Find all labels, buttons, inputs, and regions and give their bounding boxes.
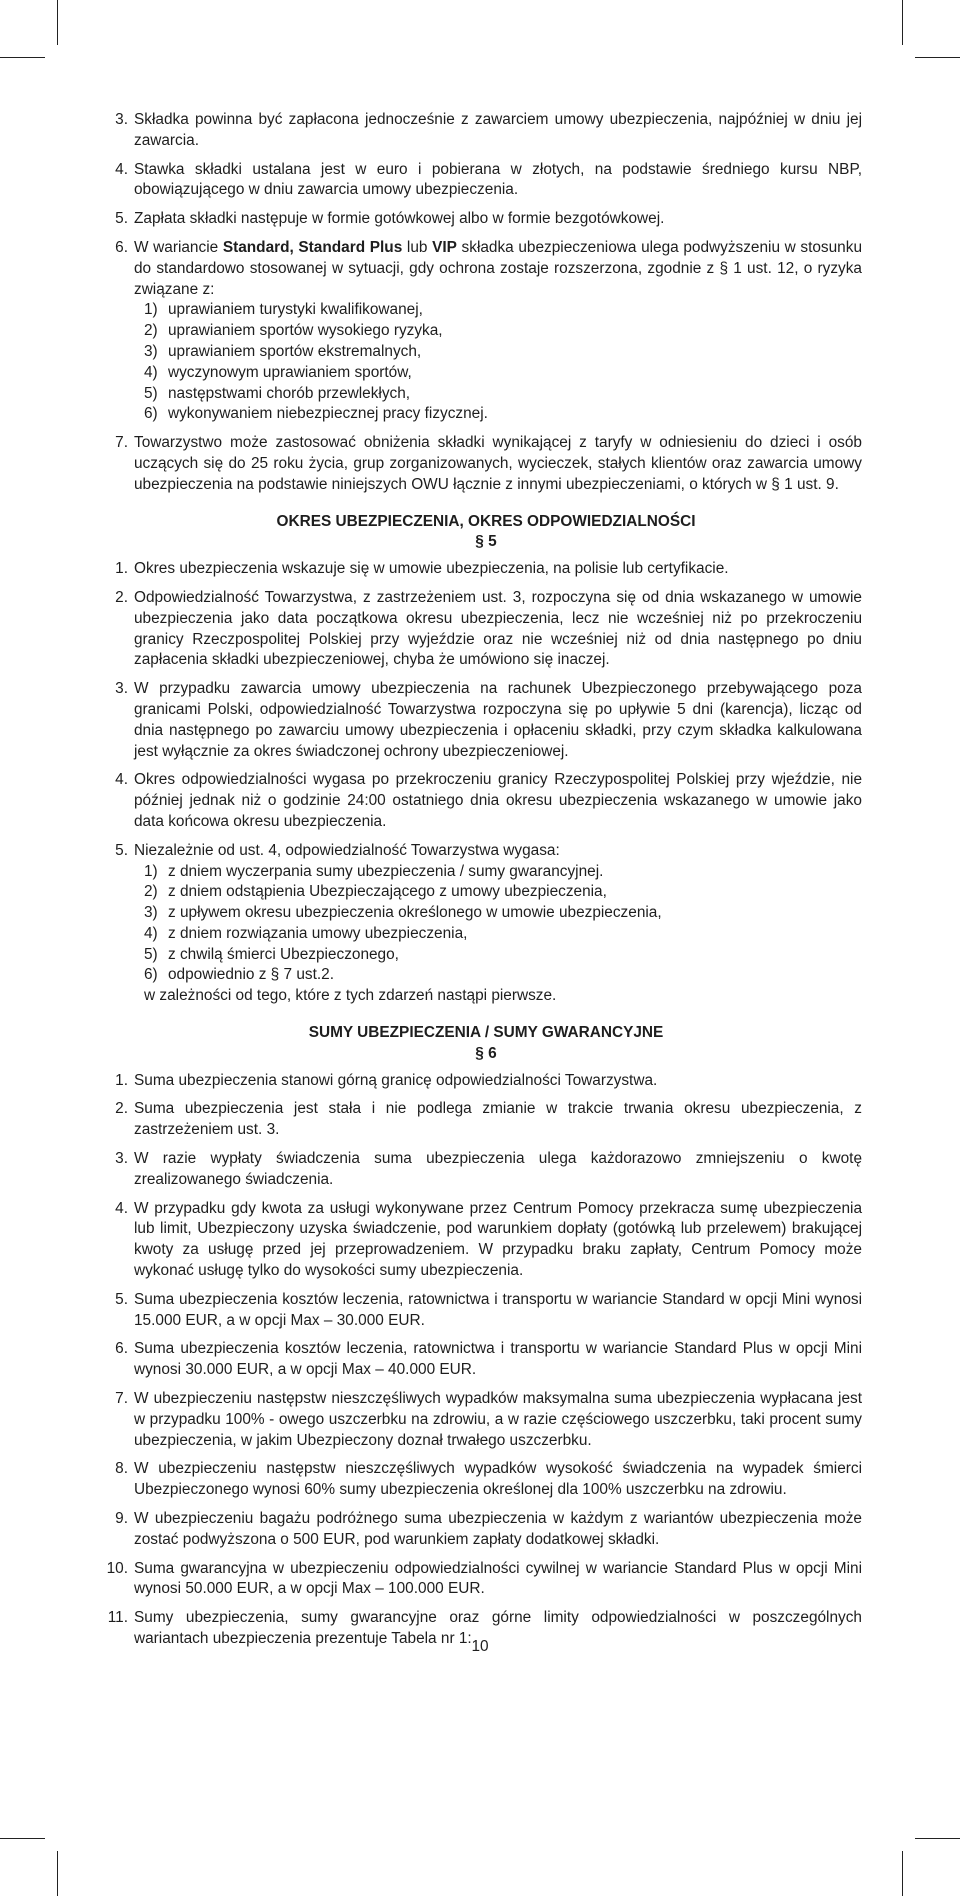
document-body	[106, 110, 863, 1658]
sub-item-number: 3)	[144, 904, 158, 922]
item-number: 4.	[115, 160, 128, 178]
item-number: 8.	[115, 1460, 128, 1478]
item-number: 6.	[115, 1340, 128, 1358]
list-item	[110, 433, 862, 495]
sub-item-text: uprawianiem turystyki kwalifikowanej,	[168, 301, 423, 319]
page-number: 10	[471, 1638, 489, 1655]
list-item	[110, 770, 862, 832]
list-item	[110, 1389, 862, 1451]
item-number: 2.	[115, 588, 128, 606]
item-text: Suma ubezpieczenia kosztów leczenia, ratownictwa i transportu w wariancie Standard Plus w opcji Mini wynosi 30.000 EUR, a w opcji Max – 40.000 EUR.	[134, 1340, 862, 1379]
sub-list-item	[144, 321, 862, 342]
sub-list-item	[144, 965, 862, 986]
item-number: 1.	[115, 560, 128, 578]
crop-mark	[915, 1838, 960, 1839]
crop-mark	[0, 57, 45, 58]
sub-item-number: 6)	[144, 966, 158, 984]
item-number: 5.	[115, 841, 128, 859]
item-number: 3.	[115, 1150, 128, 1168]
sub-item-number: 5)	[144, 945, 158, 963]
item-tail-text: w zależności od tego, które z tych zdarzeń nastąpi pierwsze.	[144, 987, 557, 1005]
list-item	[110, 559, 862, 580]
item-text: Suma ubezpieczenia jest stała i nie podlega zmianie w trakcie trwania okresu ubezpieczenia, z zastrzeżeniem ust. 3.	[134, 1100, 862, 1139]
sub-item-text: z upływem okresu ubezpieczenia określonego w umowie ubezpieczenia,	[168, 904, 662, 922]
crop-mark	[902, 0, 903, 45]
item-text: W ubezpieczeniu bagażu podróżnego suma ubezpieczenia w każdym z wariantów ubezpieczenia może zostać podwyższona o 500 EUR, pod warunkiem zapłaty dodatkowej składki.	[134, 1510, 862, 1548]
crop-mark	[57, 0, 58, 45]
item-text	[134, 239, 862, 298]
sub-item-number: 2)	[144, 883, 158, 901]
sub-item-number: 1)	[144, 301, 158, 319]
item-number: 1.	[115, 1071, 128, 1089]
item-text: W razie wypłaty świadczenia suma ubezpieczenia ulega każdorazowo zmniejszeniu o kwotę zrealizowanego świadczenia.	[134, 1150, 862, 1188]
section-heading: SUMY UBEZPIECZENIA / SUMY GWARANCYJNE	[308, 1024, 664, 1042]
item-number: 10.	[106, 1559, 128, 1577]
list-item	[110, 1459, 862, 1501]
item-text: Okres ubezpieczenia wskazuje się w umowie ubezpieczenia, na polisie lub certyfikacie.	[134, 560, 729, 578]
paragraph-sign: § 5	[475, 533, 497, 551]
item-number: 3.	[115, 111, 128, 128]
sub-list-item	[144, 300, 862, 321]
item-text: Suma ubezpieczenia kosztów leczenia, ratownictwa i transportu w wariancie Standard w opcji Mini wynosi 15.000 EUR, a w opcji Max – 30.000 EUR.	[134, 1290, 862, 1329]
sub-list	[134, 862, 862, 987]
list-item	[110, 110, 862, 152]
item-number: 2.	[115, 1100, 128, 1118]
sub-item-number: 1)	[144, 862, 158, 880]
item-text: Zapłata składki następuje w formie gotówkowej albo w formie bezgotówkowej.	[134, 210, 665, 228]
sub-item-text: uprawianiem sportów ekstremalnych,	[168, 342, 422, 360]
sub-list-item	[144, 342, 862, 363]
item-text: W przypadku zawarcia umowy ubezpieczenia na rachunek Ubezpieczonego przebywającego poza granicami Polski, odpowiedzialność Towarzystwa rozpoczyna się po upływie 5 dni (karencja), licząc od dnia następnego po zawarciu umowy ubezpieczenia i opłaceniu składki, przy czym składka kalkulowana jest wyłącznie za okres świadczonej ochrony ubezpieczeniowej.	[134, 680, 862, 760]
sub-item-number: 2)	[144, 322, 158, 340]
item-text: W ubezpieczeniu następstw nieszczęśliwych wypadków maksymalna suma ubezpieczenia wypłacana jest w przypadku 100% - owego uszczerbku na zdrowiu, a w razie częściowego uszczerbku, taki procent sumy ubezpieczenia, w jakim Ubezpieczony doznał trwałego uszczerbku.	[134, 1390, 862, 1449]
sub-item-text: uprawianiem sportów wysokiego ryzyka,	[168, 322, 443, 340]
sub-item-number: 3)	[144, 342, 158, 360]
item-text: Okres odpowiedzialności wygasa po przekroczeniu granicy Rzeczypospolitej Polskiej przy wjeździe, nie później jednak niż o godzinie 24:00 ostatniego dnia okresu ubezpieczenia wskazanego w umowie jako data końcowa okresu ubezpieczenia.	[134, 771, 862, 830]
sub-list-item	[144, 903, 862, 924]
item-text: W przypadku gdy kwota za usługi wykonywane przez Centrum Pomocy przekracza sumę ubezpieczenia lub limit, Ubezpieczony uzyska świadczenie, pod warunkiem dopłaty (gotówką lub przelewem) brakującej kwoty za usługę przed jej przeprowadzeniem. W przypadku braku zapłaty, Centrum Pomocy może wykonać usługę tylko do wysokości sumy ubezpieczenia.	[134, 1199, 862, 1280]
item-text-rest: składka ubezpieczeniowa ulega podwyższeniu w stosunku do standardowo stosowanej w sytuacji, gdy ochrona zostaje rozszerzona, zgodnie z § 1 ust. 12, o ryzyka związane z:	[134, 238, 863, 298]
crop-mark	[902, 1851, 903, 1896]
sub-item-number: 6)	[144, 405, 158, 423]
item-text: Składka powinna być zapłacona jednocześnie z zawarciem umowy ubezpieczenia, najpóźniej w dniu jej zawarcia.	[134, 111, 862, 149]
item-number: 3.	[115, 680, 128, 698]
sub-item-text: z dniem wyczerpania sumy ubezpieczenia / sumy gwarancyjnej.	[168, 862, 604, 880]
list-item	[110, 588, 862, 671]
list-item	[110, 160, 862, 202]
sub-item-text: wyczynowym uprawianiem sportów,	[168, 363, 412, 381]
crop-mark	[57, 1851, 58, 1896]
list-item	[106, 1559, 862, 1601]
item-text: Stawka składki ustalana jest w euro i pobierana w złotych, na podstawie średniego kursu NBP, obowiązującego w dniu zawarcia umowy ubezpieczenia.	[134, 160, 862, 199]
sub-list-item	[144, 882, 862, 903]
sub-item-text: wykonywaniem niebezpiecznej pracy fizycznej.	[168, 405, 488, 423]
list-item	[110, 1290, 862, 1332]
sub-list-item	[144, 862, 862, 883]
item-text: Odpowiedzialność Towarzystwa, z zastrzeżeniem ust. 3, rozpoczyna się od dnia wskazanego w umowie ubezpieczenia jako data początkowa okresu ubezpieczenia, lecz nie wcześniej niż po przekroczeniu granicy Rzeczpospolitej Polskiej przy wyjeździe oraz nie wcześniej niż od dnia następnego po dniu zapłacenia składki ubezpieczeniowej, chyba że umówiono się inaczej.	[134, 588, 862, 669]
sub-item-number: 5)	[144, 384, 158, 402]
item-text: W ubezpieczeniu następstw nieszczęśliwych wypadków wysokość świadczenia na wypadek śmierci Ubezpieczonego wynosi 60% sumy ubezpieczenia określonej dla 100% uszczerbku na zdrowiu.	[134, 1460, 862, 1499]
item-text: Suma ubezpieczenia stanowi górną granicę odpowiedzialności Towarzystwa.	[134, 1071, 658, 1089]
sub-item-text: odpowiednio z § 7 ust.2.	[168, 966, 334, 984]
item-number: 5.	[115, 1290, 128, 1308]
item-number: 7.	[115, 434, 128, 452]
list-item	[110, 1509, 862, 1551]
item-text-mid: lub	[406, 238, 428, 256]
item-number: 7.	[115, 1390, 128, 1408]
sub-item-number: 4)	[144, 924, 158, 942]
sub-list	[134, 300, 862, 425]
sub-list-item	[144, 404, 862, 425]
sub-list-item	[144, 363, 862, 384]
sub-list-item	[144, 384, 862, 405]
list-item	[110, 679, 862, 762]
sub-item-text: z chwilą śmierci Ubezpieczonego,	[168, 945, 399, 963]
list-item	[110, 841, 862, 1007]
sub-list-item	[144, 945, 862, 966]
list-item	[110, 1199, 862, 1282]
item-text: Niezależnie od ust. 4, odpowiedzialność Towarzystwa wygasa:	[134, 841, 560, 859]
item-number: 9.	[115, 1510, 128, 1528]
list-item	[110, 1099, 862, 1141]
item-text-intro: W wariancie	[134, 238, 219, 256]
paragraph-sign: § 6	[475, 1044, 497, 1062]
crop-mark	[915, 57, 960, 58]
list-item	[110, 1071, 862, 1092]
sub-list-item	[144, 924, 862, 945]
item-number: 4.	[115, 771, 128, 789]
variant-vip: VIP	[432, 238, 457, 256]
list-item	[110, 1149, 862, 1191]
sub-item-text: z dniem odstąpienia Ubezpieczającego z umowy ubezpieczenia,	[168, 883, 607, 901]
list-item	[110, 209, 862, 230]
sub-item-text: następstwami chorób przewlekłych,	[168, 384, 411, 402]
sub-item-number: 4)	[144, 363, 158, 381]
item-number: 4.	[115, 1199, 128, 1217]
crop-mark	[0, 1838, 45, 1839]
item-number: 11.	[107, 1609, 128, 1627]
item-text: Suma gwarancyjna w ubezpieczeniu odpowiedzialności cywilnej w wariancie Standard Plus w opcji Mini wynosi 50.000 EUR, a w opcji Max – 100.000 EUR.	[134, 1559, 862, 1598]
sub-item-text: z dniem rozwiązania umowy ubezpieczenia,	[168, 924, 468, 942]
list-item	[110, 238, 862, 425]
list-item	[110, 1339, 862, 1381]
item-number: 5.	[115, 210, 128, 228]
item-text: Sumy ubezpieczenia, sumy gwarancyjne oraz górne limity odpowiedzialności w poszczególnych wariantach ubezpieczenia prezentuje Tabela nr 1:	[134, 1609, 862, 1647]
item-number: 6.	[115, 238, 128, 256]
variant-names: Standard, Standard Plus	[222, 238, 403, 256]
section-heading: OKRES UBEZPIECZENIA, OKRES ODPOWIEDZIALNOŚCI	[276, 512, 696, 530]
item-text: Towarzystwo może zastosować obniżenia składki wynikającej z taryfy w odniesieniu do dzieci i osób uczących się do 25 roku życia, grup zorganizowanych, wycieczek, stałych klientów oraz zawarcia umowy ubezpieczenia na podstawie niniejszych OWU łącznie z innymi ubezpieczeniami, o których w § 1 ust. 9.	[134, 434, 862, 493]
